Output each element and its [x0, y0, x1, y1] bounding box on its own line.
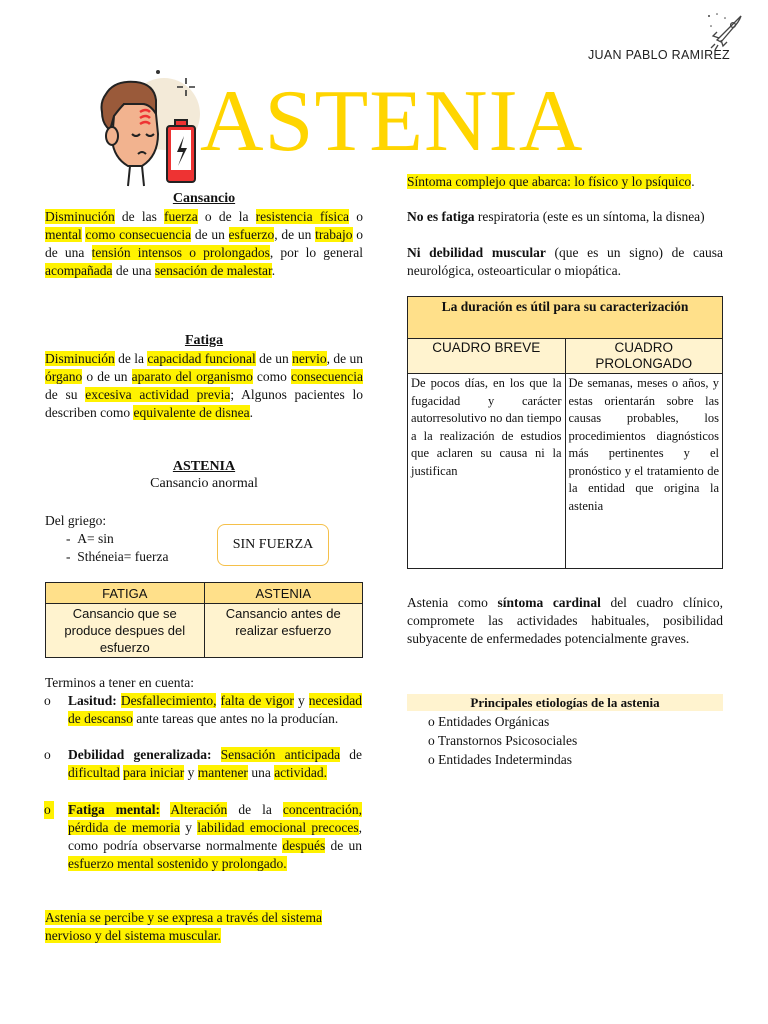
author-name: JUAN PABLO RAMIREZ	[588, 48, 730, 62]
no-fatiga-paragraph: No es fatiga respiratoria (este es un síntoma, la disnea)	[407, 209, 705, 224]
percibe-paragraph: Astenia se percibe y se expresa a través del sistema nervioso y del sistema muscular.	[45, 910, 323, 943]
fatiga-heading: Fatiga	[184, 333, 224, 348]
table-header: FATIGA	[46, 583, 205, 604]
sparkle-dot	[156, 70, 160, 74]
griego-item: - A= sin	[66, 531, 114, 546]
duracion-table	[407, 296, 723, 569]
sintoma-paragraph: Síntoma complejo que abarca: lo físico y lo psíquico.	[407, 174, 695, 189]
table-header: CUADRO PROLONGADO	[565, 339, 723, 374]
list-item: o Fatiga mental: Alteración de la concentración, pérdida de memoria y labilidad emocional precoces, como podría observarse normalmente después de un esfuerzo mental sostenido y prolongado.	[44, 802, 362, 871]
etiologias-title: Principales etiologías de la astenia	[407, 694, 723, 711]
list-item: o Entidades Indetermindas	[428, 752, 572, 767]
table-cell: Cansancio que se produce despues del esfuerzo	[46, 604, 205, 658]
cardinal-paragraph: Astenia como síntoma cardinal del cuadro clínico, compromete las actividades habituales, posibilidad subyacente de enfermedades potencialmente graves.	[407, 595, 723, 646]
astenia-heading: ASTENIA	[172, 459, 236, 474]
list-item: o Transtornos Psicosociales	[428, 733, 578, 748]
page-title: ASTENIA	[200, 73, 584, 170]
terminos-intro: Terminos a tener en cuenta:	[45, 675, 194, 690]
griego-label: Del griego:	[45, 513, 107, 528]
table-cell: Cansancio antes de realizar esfuerzo	[204, 604, 363, 658]
low-battery-icon	[164, 118, 198, 186]
list-item: o Lasitud: Desfallecimiento, falta de vigor y necesidad de descanso ante tareas que antes no la producían.	[44, 693, 363, 726]
table-cell: De pocos días, en los que la fugacidad y carácter autorresolutivo no dan tiempo a la realización de estudios que aclaren su causa ni la justifican	[408, 374, 566, 569]
comparison-table	[45, 582, 363, 658]
no-debilidad-paragraph: Ni debilidad muscular (que es un signo) de causa neurológica, osteoarticular o miopática.	[407, 245, 723, 278]
sin-fuerza-box: SIN FUERZA	[217, 524, 329, 566]
table-header: ASTENIA	[204, 583, 363, 604]
table-cell: De semanas, meses o años, y estas orientarán sobre las causas probables, los procedimientos diagnósticos más pertinentes y el pronóstico y el tratamiento de la entidad que origina la astenia	[565, 374, 723, 569]
list-item: o Entidades Orgánicas	[428, 714, 550, 729]
griego-item: - Sthéneia= fuerza	[66, 549, 169, 564]
list-item: o Debilidad generalizada: Sensación anticipada de dificultad para iniciar y mantener una actividad.	[44, 747, 362, 780]
cansancio-heading: Cansancio	[172, 191, 236, 206]
fatiga-paragraph: Disminución de la capacidad funcional de un nervio, de un órgano o de un aparato del organismo como consecuencia de su excesiva actividad previa; Algunos pacientes lo describen como equivalente de disnea.	[45, 351, 364, 420]
cansancio-paragraph: Disminución de las fuerza o de la resistencia física o mental como consecuencia de un esfuerzo, de un trabajo o de una tensión intensos o prolongados, por lo general acompañada de una sensación de malestar.	[45, 209, 364, 278]
sparkle-icon	[175, 76, 197, 98]
astenia-subtitle: Cansancio anormal	[150, 476, 258, 491]
table-title: La duración es útil para su caracterización	[408, 297, 723, 339]
table-header: CUADRO BREVE	[408, 339, 566, 374]
